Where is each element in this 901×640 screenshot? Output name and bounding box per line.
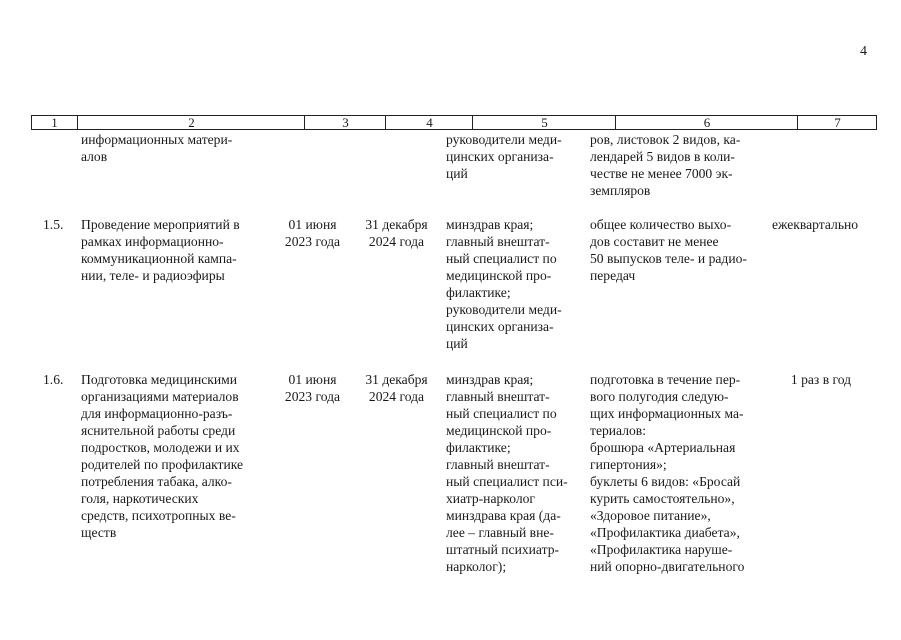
row-1-6-responsible: минздрав края; главный внештат- ный специалист по медицинской про- филактике; главный внештат- ный специалист пси- хиатр-нарколог минздрава края (да- лее – главный вне- штатный психиатр- нарколог);	[446, 372, 568, 574]
row-1-5-number: 1.5.	[43, 217, 64, 232]
row-1-5-end-date: 31 декабря 2024 года	[365, 217, 428, 249]
row-1-6-result: подготовка в течение пер- вого полугодия следую- щих информационных ма- териалов: брошюра «Артериальная гипертония»; буклеты 6 видов: «Бросай курить самостоятельно», «Здоровое питание», «Профилактика диабета», «Профилактика наруше- ний опорно-двигательного	[590, 372, 745, 574]
table-header-row	[31, 115, 877, 130]
continuation-col6: ров, листовок 2 видов, ка- лендарей 5 видов в коли- честве не менее 7000 эк- земпляров	[590, 132, 741, 198]
header-col-4: 4	[385, 116, 473, 129]
header-col-1: 1	[51, 115, 58, 130]
row-1-5-responsible: минздрав края; главный внештат- ный специалист по медицинской про- филактике; руководители меди- цинских организа- ций	[446, 217, 562, 351]
row-1-5-start-date: 01 июня 2023 года	[284, 217, 341, 249]
row-1-5-periodicity: ежеквартально	[772, 217, 859, 232]
continuation-col2: информационных матери- алов	[81, 132, 233, 164]
header-col-2: 2	[77, 116, 305, 129]
continuation-col5: руководители меди- цинских организа- ций	[446, 132, 562, 181]
header-col-6: 6	[615, 116, 798, 129]
row-1-6-start-date: 01 июня 2023 года	[284, 372, 341, 404]
header-col-3: 3	[304, 116, 386, 129]
header-col-7: 7	[797, 116, 877, 129]
row-1-6-number: 1.6.	[43, 372, 64, 387]
row-1-6-periodicity: 1 раз в год	[790, 372, 852, 387]
row-1-6-activity: Подготовка медицинскими организациями материалов для информационно-разъ- яснительной работы среди подростков, молодежи и их родителей по профилактике потребления табака, алко- голя, наркотических средств, психотропных ве- ществ	[81, 372, 244, 540]
row-1-6-end-date: 31 декабря 2024 года	[365, 372, 428, 404]
row-1-5-activity: Проведение мероприятий в рамках информационно- коммуникационной кампа- нии, теле- и радиоэфиры	[81, 217, 240, 283]
row-1-5-result: общее количество выхо- дов составит не менее 50 выпусков теле- и радио- передач	[590, 217, 747, 283]
page-number: 4	[860, 44, 867, 59]
header-col-5: 5	[472, 116, 616, 129]
